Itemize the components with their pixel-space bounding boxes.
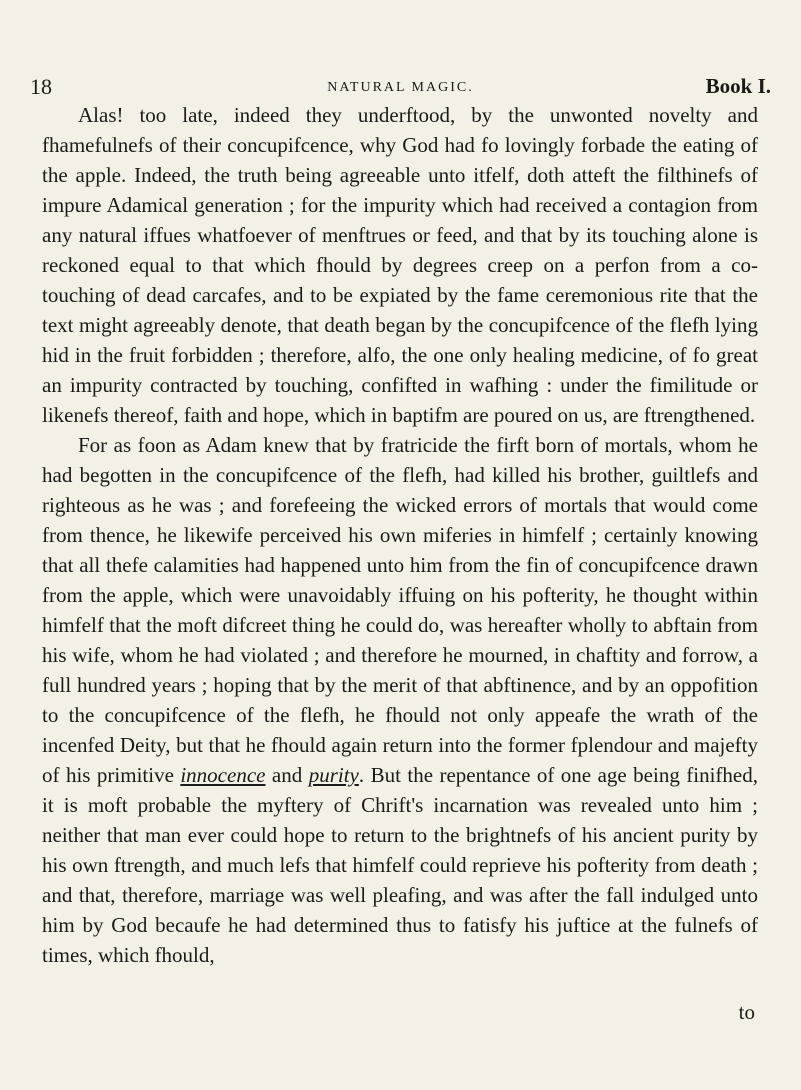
paragraph-2 <box>42 430 758 970</box>
page-number: 18 <box>30 74 52 99</box>
paragraph-2-text-end: . But the repentance of one age being finifhed, it is moft probable the myftery of Chrift's incarnation was revealed unto him ; neither that man ever could hope to return to the brightnefs of his ancient purity by his own ftrength, and much lefs that himfelf could reprieve his pofterity from death ; and that, therefore, marriage was well pleafing, and was after the fall indulged unto him by God becaufe he had determined thus to fatisfy his juftice at the fulnefs of times, which fhould, <box>42 763 758 967</box>
paragraph-1 <box>42 100 758 430</box>
book-label: Book I. <box>705 74 771 98</box>
catchword: to <box>738 1000 755 1024</box>
body-text <box>42 100 758 970</box>
italic-purity: purity <box>308 763 359 787</box>
running-title: NATURAL MAGIC. <box>327 80 474 95</box>
italic-innocence: innocence <box>180 763 266 787</box>
paragraph-1-text: Alas! too late, indeed they underftood, by the unwonted novelty and fhamefulnefs of their concupifcence, why God had fo lovingly forbade the eating of the apple. Indeed, the truth being agreeable unto itfelf, doth atteft the filthinefs of impure Adamical generation ; for the impurity which had received a contagion from any natural iffues whatfoever of menftrues or feed, and that by its touching alone is reckoned equal to that which fhould by degrees creep on a perfon from a co-touching of dead carcafes, and to be expiated by the fame ceremonious rite that the text might agreeably denote, that death began by the concupifcence of the flefh lying hid in the fruit forbidden ; therefore, alfo, the one only healing medicine, of fo great an impurity contracted by touching, confifted in wafhing : under the fimilitude or likenefs thereof, faith and hope, which in baptifm are poured on us, are ftrengthened. <box>42 103 758 427</box>
paragraph-2-text-start: For as foon as Adam knew that by fratricide the firft born of mortals, whom he had begotten in the concupifcence of the flefh, had killed his brother, guiltlefs and righteous as he was ; and forefeeing the wicked errors of mortals that would come from thence, he likewife perceived his own miferies in himfelf ; certainly knowing that all thefe calamities had happened unto him from the fin of concupifcence drawn from the apple, which were unavoidably iffuing on his pofterity, he thought within himfelf that the moft difcreet thing he could do, was hereafter wholly to abftain from his wife, whom he had violated ; and therefore he mourned, in chaftity and forrow, a full hundred years ; hoping that by the merit of that abftinence, and by an oppofition to the concupifcence of the flefh, he fhould not only appeafe the wrath of the incenfed Deity, but that he fhould again return into the former fplendour and majefty of his primitive <box>42 433 758 787</box>
paragraph-2-text-and: and <box>265 763 309 787</box>
